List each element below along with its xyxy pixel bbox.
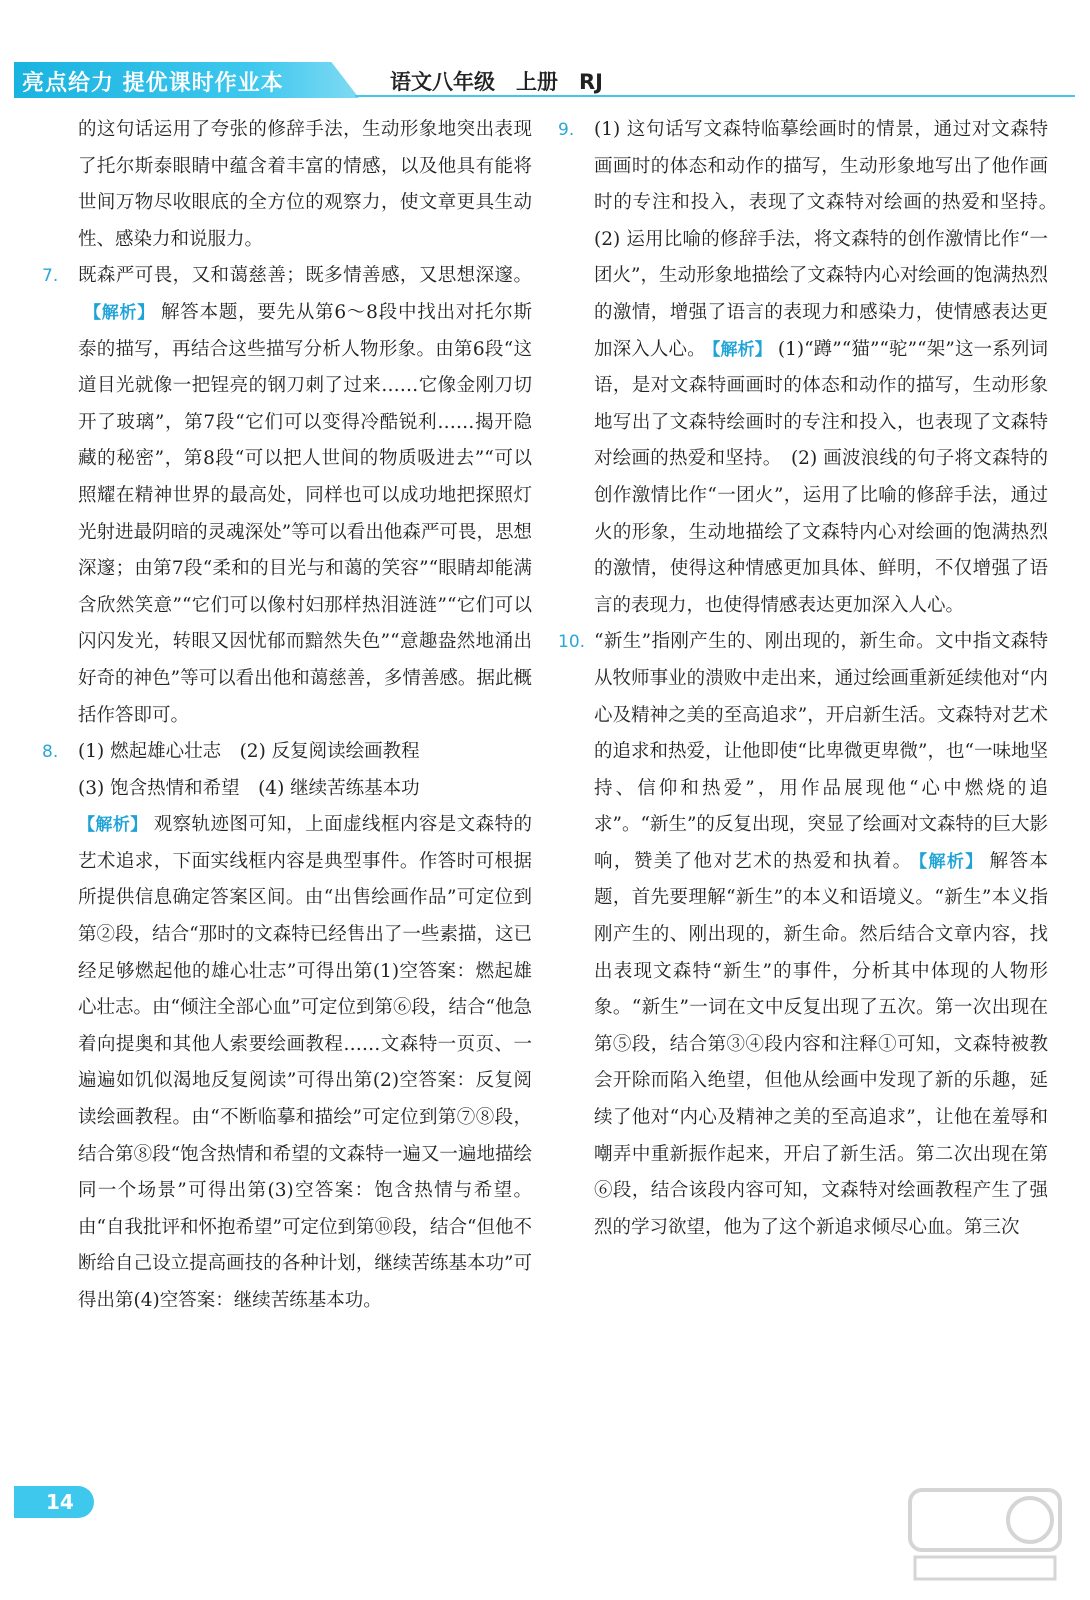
continuation-text: 的这句话运用了夸张的修辞手法，生动形象地突出表现了托尔斯泰眼睛中蕴含着丰富的情感，以及他具有能将世间万物尽收眼底的全方位的观察力，使文章更具生动性、感染力和说服力。 [78, 119, 532, 250]
analysis-text: (1)“蹲”“猫”“驼”“架”这一系列词语，是对文森特画画时的体态和动作的描写，生动形象地写出了文森特绘画时的专注和投入，也表现了文森特对绘画的热爱和坚持。 (2) 画波浪线的句子将文森特的创作激情比作“一团火”，运用了比喻的修辞手法，通过火的形象，生动地描绘了文森特内心对绘画的饱满热烈的激情，使得这种情感更加具体、鲜明，不仅增强了语言的表现力，也使得情感表达更加深入人心。 [594, 338, 1048, 616]
question-8 [42, 734, 532, 1320]
analysis-tag: 【解析】 [78, 815, 148, 836]
subject-label: 语文八年级 上册 RJ [390, 70, 603, 94]
answer-text: 既森严可畏，又和蔼慈善；既多情善感，又思想深邃。 [78, 265, 532, 287]
analysis-text: 观察轨迹图可知，上面虚线框内容是文森特的艺术追求，下面实线框内容是典型事件。作答时可根据所提供信息确定答案区间。由“出售绘画作品”可定位到第②段，结合“那时的文森特已经售出了一些素描，这已经足够燃起他的雄心壮志”可得出第(1)空答案：燃起雄心壮志。由“倾注全部心血”可定位到第⑥段，结合“他急着向提奥和其他人索要绘画教程……文森特一页页、一遍遍如饥似渴地反复阅读”可得出第(2)空答案：反复阅读绘画教程。由“不断临摹和描绘”可定位到第⑦⑧段，结合第⑧段“饱含热情和希望的文森特一遍又一遍地描绘同一个场景”可得出第(3)空答案：饱含热情与希望。由“自我批评和怀抱希望”可定位到第⑩段，结合“但他不断给自己设立提高画技的各种计划，继续苦练基本功”可得出第(4)空答案：继续苦练基本功。 [78, 814, 532, 1311]
analysis-text: 解答本题，首先要理解“新生”的本义和语境义。“新生”本义指刚产生的、刚出现的，新生命。然后结合文章内容，找出表现文森特“新生”的事件，分析其中体现的人物形象。“新生”一词在文中反复出现了五次。第一次出现在第⑤段，结合第③④段内容和注释①可知，文森特被教会开除而陷入绝望，但他从绘画中发现了新的乐趣，延续了他对“内心及精神之美的至高追求”，让他在羞辱和嘲弄中重新振作起来，开启了新生活。第二次出现在第⑥段，结合该段内容可知，文森特对绘画教程产生了强烈的学习欲望，他为了这个新追求倾尽心血。第三次 [594, 850, 1048, 1238]
question-number: 9. [558, 120, 575, 140]
brand-title: 亮点给力 提优课时作业本 [22, 71, 284, 96]
previous-answer-continuation [42, 112, 532, 258]
page-number: 14 [14, 1486, 94, 1518]
answer-text: (1) 这句话写文森特临摹绘画时的情景，通过对文森特画画时的体态和动作的描写，生动形象地写出了他作画时的专注和投入，表现了文森特对绘画的热爱和坚持。 (2) 运用比喻的修辞手法，将文森特的创作激情比作“一团火”，生动形象地描绘了文森特内心对绘画的饱满热烈的激情，增强了语言的表现力和感染力，使情感表达更加深入人心。 [594, 119, 1067, 360]
question-7 [42, 258, 532, 734]
analysis-tag: 【解析】 [711, 339, 772, 360]
question-number: 10. [558, 632, 586, 653]
question-9 [558, 112, 1067, 624]
answer-text: “新生”指刚产生的、刚出现的，新生命。文中指文森特从牧师事业的溃败中走出来，通过绘画重新延续他对“内心及精神之美的至高追求”，开启新生活。文森特对艺术的追求和热爱，让他即使“比卑微更卑微”，也“一味地坚持、信仰和热爱”，用作品展现他“心中燃烧的追求”。“新生”的反复出现，突显了绘画对文森特的巨大影响，赞美了他对艺术的热爱和执着。 [594, 631, 1048, 872]
answer-line-1: (1) 燃起雄心壮志 (2) 反复阅读绘画教程 [78, 741, 420, 763]
watermark-logo [905, 1485, 1065, 1585]
page-header [0, 0, 1090, 104]
answer-line-2: (3) 饱含热情和希望 (4) 继续苦练基本功 [78, 777, 420, 799]
left-column [42, 112, 532, 1320]
header-rule [355, 95, 1075, 97]
right-column [558, 112, 1067, 1246]
question-10 [558, 624, 1048, 1246]
analysis-text: 解答本题，要先从第6～8段中找出对托尔斯泰的描写，再结合这些描写分析人物形象。由第6段“这道目光就像一把锃亮的钢刀刺了过来……它像金刚刀切开了玻璃”，第7段“它们可以变得冷酷锐利……揭开隐藏的秘密”，第8段“可以把人世间的物质吸进去”“可以照耀在精神世界的最高处，同样也可以成功地把探照灯光射进最阴暗的灵魂深处”等可以看出他森严可畏，思想深邃；由第7段“柔和的目光与和蔼的笑容”“眼睛却能满含欣然笑意”“它们可以像村妇那样热泪涟涟”“它们可以闪闪发光，转眼又因忧郁而黯然失色”“意趣盎然地涌出好奇的神色”等可以看出他和蔼慈善，多情善感。据此概括作答即可。 [78, 301, 533, 726]
question-number: 8. [42, 742, 59, 763]
analysis-tag: 【解析】 [84, 302, 156, 323]
analysis-tag: 【解析】 [918, 851, 984, 872]
question-number: 7. [42, 266, 59, 287]
